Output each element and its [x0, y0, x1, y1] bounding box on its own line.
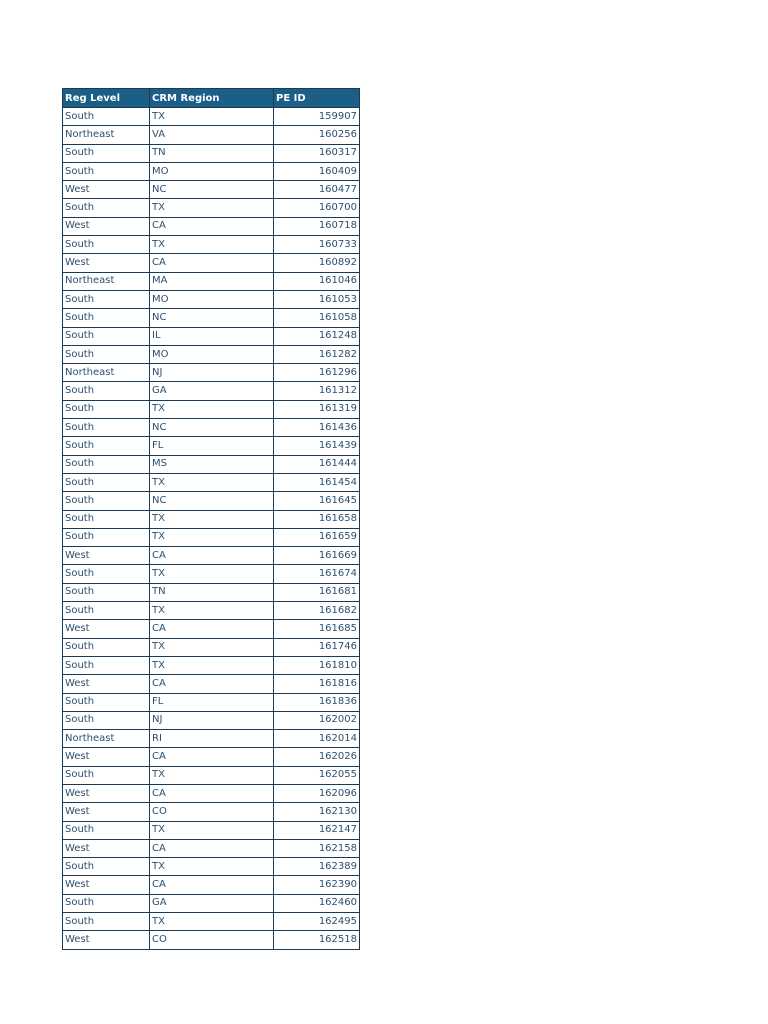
table-row — [63, 766, 360, 784]
cell-reg-level: Northeast — [63, 126, 150, 144]
table-row — [63, 364, 360, 382]
cell-reg-level: West — [63, 748, 150, 766]
cell-reg-level: South — [63, 858, 150, 876]
cell-pe-id: 161645 — [274, 492, 360, 510]
cell-reg-level: South — [63, 400, 150, 418]
cell-pe-id: 161053 — [274, 290, 360, 308]
cell-reg-level: South — [63, 492, 150, 510]
table-row — [63, 656, 360, 674]
cell-pe-id: 161454 — [274, 473, 360, 491]
data-table — [62, 88, 360, 950]
cell-pe-id: 161685 — [274, 620, 360, 638]
table-body — [63, 108, 360, 950]
cell-pe-id: 161436 — [274, 419, 360, 437]
cell-crm-region: MO — [150, 290, 274, 308]
table-row — [63, 711, 360, 729]
cell-crm-region: TX — [150, 638, 274, 656]
table-row — [63, 455, 360, 473]
cell-crm-region: FL — [150, 437, 274, 455]
cell-reg-level: South — [63, 236, 150, 254]
cell-pe-id: 159907 — [274, 108, 360, 126]
cell-crm-region: TX — [150, 858, 274, 876]
cell-reg-level: South — [63, 711, 150, 729]
cell-pe-id: 160700 — [274, 199, 360, 217]
cell-pe-id: 161296 — [274, 364, 360, 382]
cell-pe-id: 162026 — [274, 748, 360, 766]
cell-reg-level: South — [63, 656, 150, 674]
cell-crm-region: TX — [150, 766, 274, 784]
cell-reg-level: South — [63, 382, 150, 400]
table-row — [63, 913, 360, 931]
column-header-crm-region: CRM Region — [150, 89, 274, 108]
table-row — [63, 473, 360, 491]
table-row — [63, 437, 360, 455]
table-row — [63, 309, 360, 327]
cell-pe-id: 161674 — [274, 565, 360, 583]
table-row — [63, 784, 360, 802]
cell-pe-id: 161659 — [274, 528, 360, 546]
cell-pe-id: 161682 — [274, 602, 360, 620]
cell-reg-level: West — [63, 803, 150, 821]
cell-crm-region: NC — [150, 492, 274, 510]
cell-pe-id: 160317 — [274, 144, 360, 162]
cell-crm-region: TX — [150, 656, 274, 674]
table-row — [63, 638, 360, 656]
cell-crm-region: CA — [150, 217, 274, 235]
cell-pe-id: 161681 — [274, 583, 360, 601]
table-header — [63, 89, 360, 108]
table-row — [63, 803, 360, 821]
cell-reg-level: South — [63, 162, 150, 180]
cell-pe-id: 161816 — [274, 675, 360, 693]
cell-crm-region: TN — [150, 583, 274, 601]
cell-crm-region: CA — [150, 784, 274, 802]
cell-reg-level: South — [63, 309, 150, 327]
cell-crm-region: NJ — [150, 364, 274, 382]
cell-pe-id: 162147 — [274, 821, 360, 839]
cell-reg-level: West — [63, 181, 150, 199]
table-row — [63, 839, 360, 857]
table-row — [63, 400, 360, 418]
cell-crm-region: NC — [150, 309, 274, 327]
cell-crm-region: TX — [150, 199, 274, 217]
cell-crm-region: CO — [150, 931, 274, 949]
cell-crm-region: TX — [150, 236, 274, 254]
cell-pe-id: 160477 — [274, 181, 360, 199]
table-row — [63, 162, 360, 180]
table-row — [63, 675, 360, 693]
cell-crm-region: NC — [150, 419, 274, 437]
cell-crm-region: FL — [150, 693, 274, 711]
cell-crm-region: TN — [150, 144, 274, 162]
header-row — [63, 89, 360, 108]
cell-reg-level: South — [63, 766, 150, 784]
table-row — [63, 583, 360, 601]
table-row — [63, 382, 360, 400]
cell-crm-region: VA — [150, 126, 274, 144]
cell-crm-region: TX — [150, 602, 274, 620]
cell-pe-id: 162055 — [274, 766, 360, 784]
cell-crm-region: CA — [150, 620, 274, 638]
cell-reg-level: South — [63, 419, 150, 437]
cell-pe-id: 160256 — [274, 126, 360, 144]
cell-reg-level: South — [63, 602, 150, 620]
table-row — [63, 199, 360, 217]
column-header-pe-id: PE ID — [274, 89, 360, 108]
cell-reg-level: South — [63, 894, 150, 912]
cell-pe-id: 161282 — [274, 345, 360, 363]
cell-reg-level: South — [63, 327, 150, 345]
cell-reg-level: West — [63, 675, 150, 693]
cell-pe-id: 160409 — [274, 162, 360, 180]
cell-reg-level: West — [63, 931, 150, 949]
table-row — [63, 620, 360, 638]
cell-pe-id: 162014 — [274, 730, 360, 748]
cell-pe-id: 161439 — [274, 437, 360, 455]
cell-crm-region: MA — [150, 272, 274, 290]
cell-reg-level: South — [63, 693, 150, 711]
cell-pe-id: 160733 — [274, 236, 360, 254]
cell-pe-id: 161319 — [274, 400, 360, 418]
cell-reg-level: South — [63, 199, 150, 217]
cell-pe-id: 161444 — [274, 455, 360, 473]
cell-pe-id: 161658 — [274, 510, 360, 528]
table-row — [63, 602, 360, 620]
cell-crm-region: GA — [150, 382, 274, 400]
cell-reg-level: South — [63, 821, 150, 839]
cell-pe-id: 160718 — [274, 217, 360, 235]
table-row — [63, 236, 360, 254]
cell-pe-id: 160892 — [274, 254, 360, 272]
cell-crm-region: MS — [150, 455, 274, 473]
table-row — [63, 254, 360, 272]
cell-crm-region: CO — [150, 803, 274, 821]
cell-reg-level: West — [63, 876, 150, 894]
table-row — [63, 894, 360, 912]
cell-crm-region: NC — [150, 181, 274, 199]
cell-crm-region: TX — [150, 510, 274, 528]
table-row — [63, 547, 360, 565]
table-row — [63, 528, 360, 546]
cell-crm-region: MO — [150, 162, 274, 180]
cell-reg-level: South — [63, 437, 150, 455]
cell-reg-level: West — [63, 217, 150, 235]
cell-crm-region: GA — [150, 894, 274, 912]
cell-pe-id: 161312 — [274, 382, 360, 400]
table-row — [63, 108, 360, 126]
table-row — [63, 492, 360, 510]
cell-crm-region: CA — [150, 876, 274, 894]
cell-pe-id: 161836 — [274, 693, 360, 711]
cell-pe-id: 161810 — [274, 656, 360, 674]
cell-reg-level: South — [63, 345, 150, 363]
cell-crm-region: CA — [150, 254, 274, 272]
table-row — [63, 144, 360, 162]
cell-pe-id: 161046 — [274, 272, 360, 290]
table-row — [63, 931, 360, 949]
cell-reg-level: South — [63, 510, 150, 528]
cell-reg-level: Northeast — [63, 364, 150, 382]
cell-pe-id: 162518 — [274, 931, 360, 949]
cell-reg-level: South — [63, 565, 150, 583]
cell-pe-id: 162389 — [274, 858, 360, 876]
cell-reg-level: South — [63, 108, 150, 126]
cell-crm-region: TX — [150, 473, 274, 491]
cell-reg-level: West — [63, 254, 150, 272]
cell-crm-region: CA — [150, 839, 274, 857]
table-row — [63, 272, 360, 290]
cell-crm-region: TX — [150, 108, 274, 126]
cell-reg-level: South — [63, 528, 150, 546]
cell-crm-region: TX — [150, 400, 274, 418]
cell-reg-level: Northeast — [63, 730, 150, 748]
table-row — [63, 345, 360, 363]
cell-pe-id: 161669 — [274, 547, 360, 565]
cell-crm-region: MO — [150, 345, 274, 363]
cell-reg-level: West — [63, 547, 150, 565]
cell-reg-level: South — [63, 473, 150, 491]
cell-crm-region: TX — [150, 565, 274, 583]
cell-reg-level: South — [63, 583, 150, 601]
cell-crm-region: CA — [150, 547, 274, 565]
cell-pe-id: 162096 — [274, 784, 360, 802]
table-row — [63, 126, 360, 144]
cell-crm-region: TX — [150, 913, 274, 931]
cell-crm-region: TX — [150, 528, 274, 546]
cell-reg-level: Northeast — [63, 272, 150, 290]
table-row — [63, 858, 360, 876]
table-row — [63, 693, 360, 711]
table-row — [63, 181, 360, 199]
table-row — [63, 748, 360, 766]
cell-crm-region: TX — [150, 821, 274, 839]
table-row — [63, 876, 360, 894]
cell-crm-region: IL — [150, 327, 274, 345]
cell-pe-id: 162390 — [274, 876, 360, 894]
table-row — [63, 419, 360, 437]
cell-pe-id: 161058 — [274, 309, 360, 327]
cell-pe-id: 162002 — [274, 711, 360, 729]
cell-crm-region: CA — [150, 748, 274, 766]
cell-reg-level: South — [63, 144, 150, 162]
cell-reg-level: South — [63, 913, 150, 931]
table-row — [63, 565, 360, 583]
cell-pe-id: 162495 — [274, 913, 360, 931]
table-row — [63, 730, 360, 748]
column-header-reg-level: Reg Level — [63, 89, 150, 108]
cell-crm-region: CA — [150, 675, 274, 693]
cell-reg-level: South — [63, 638, 150, 656]
cell-pe-id: 162158 — [274, 839, 360, 857]
cell-reg-level: West — [63, 839, 150, 857]
cell-crm-region: NJ — [150, 711, 274, 729]
cell-reg-level: South — [63, 455, 150, 473]
cell-reg-level: West — [63, 620, 150, 638]
cell-reg-level: West — [63, 784, 150, 802]
table-row — [63, 290, 360, 308]
table-row — [63, 327, 360, 345]
cell-pe-id: 162460 — [274, 894, 360, 912]
cell-crm-region: RI — [150, 730, 274, 748]
cell-pe-id: 162130 — [274, 803, 360, 821]
table-row — [63, 217, 360, 235]
table-row — [63, 510, 360, 528]
cell-reg-level: South — [63, 290, 150, 308]
table-row — [63, 821, 360, 839]
cell-pe-id: 161248 — [274, 327, 360, 345]
cell-pe-id: 161746 — [274, 638, 360, 656]
